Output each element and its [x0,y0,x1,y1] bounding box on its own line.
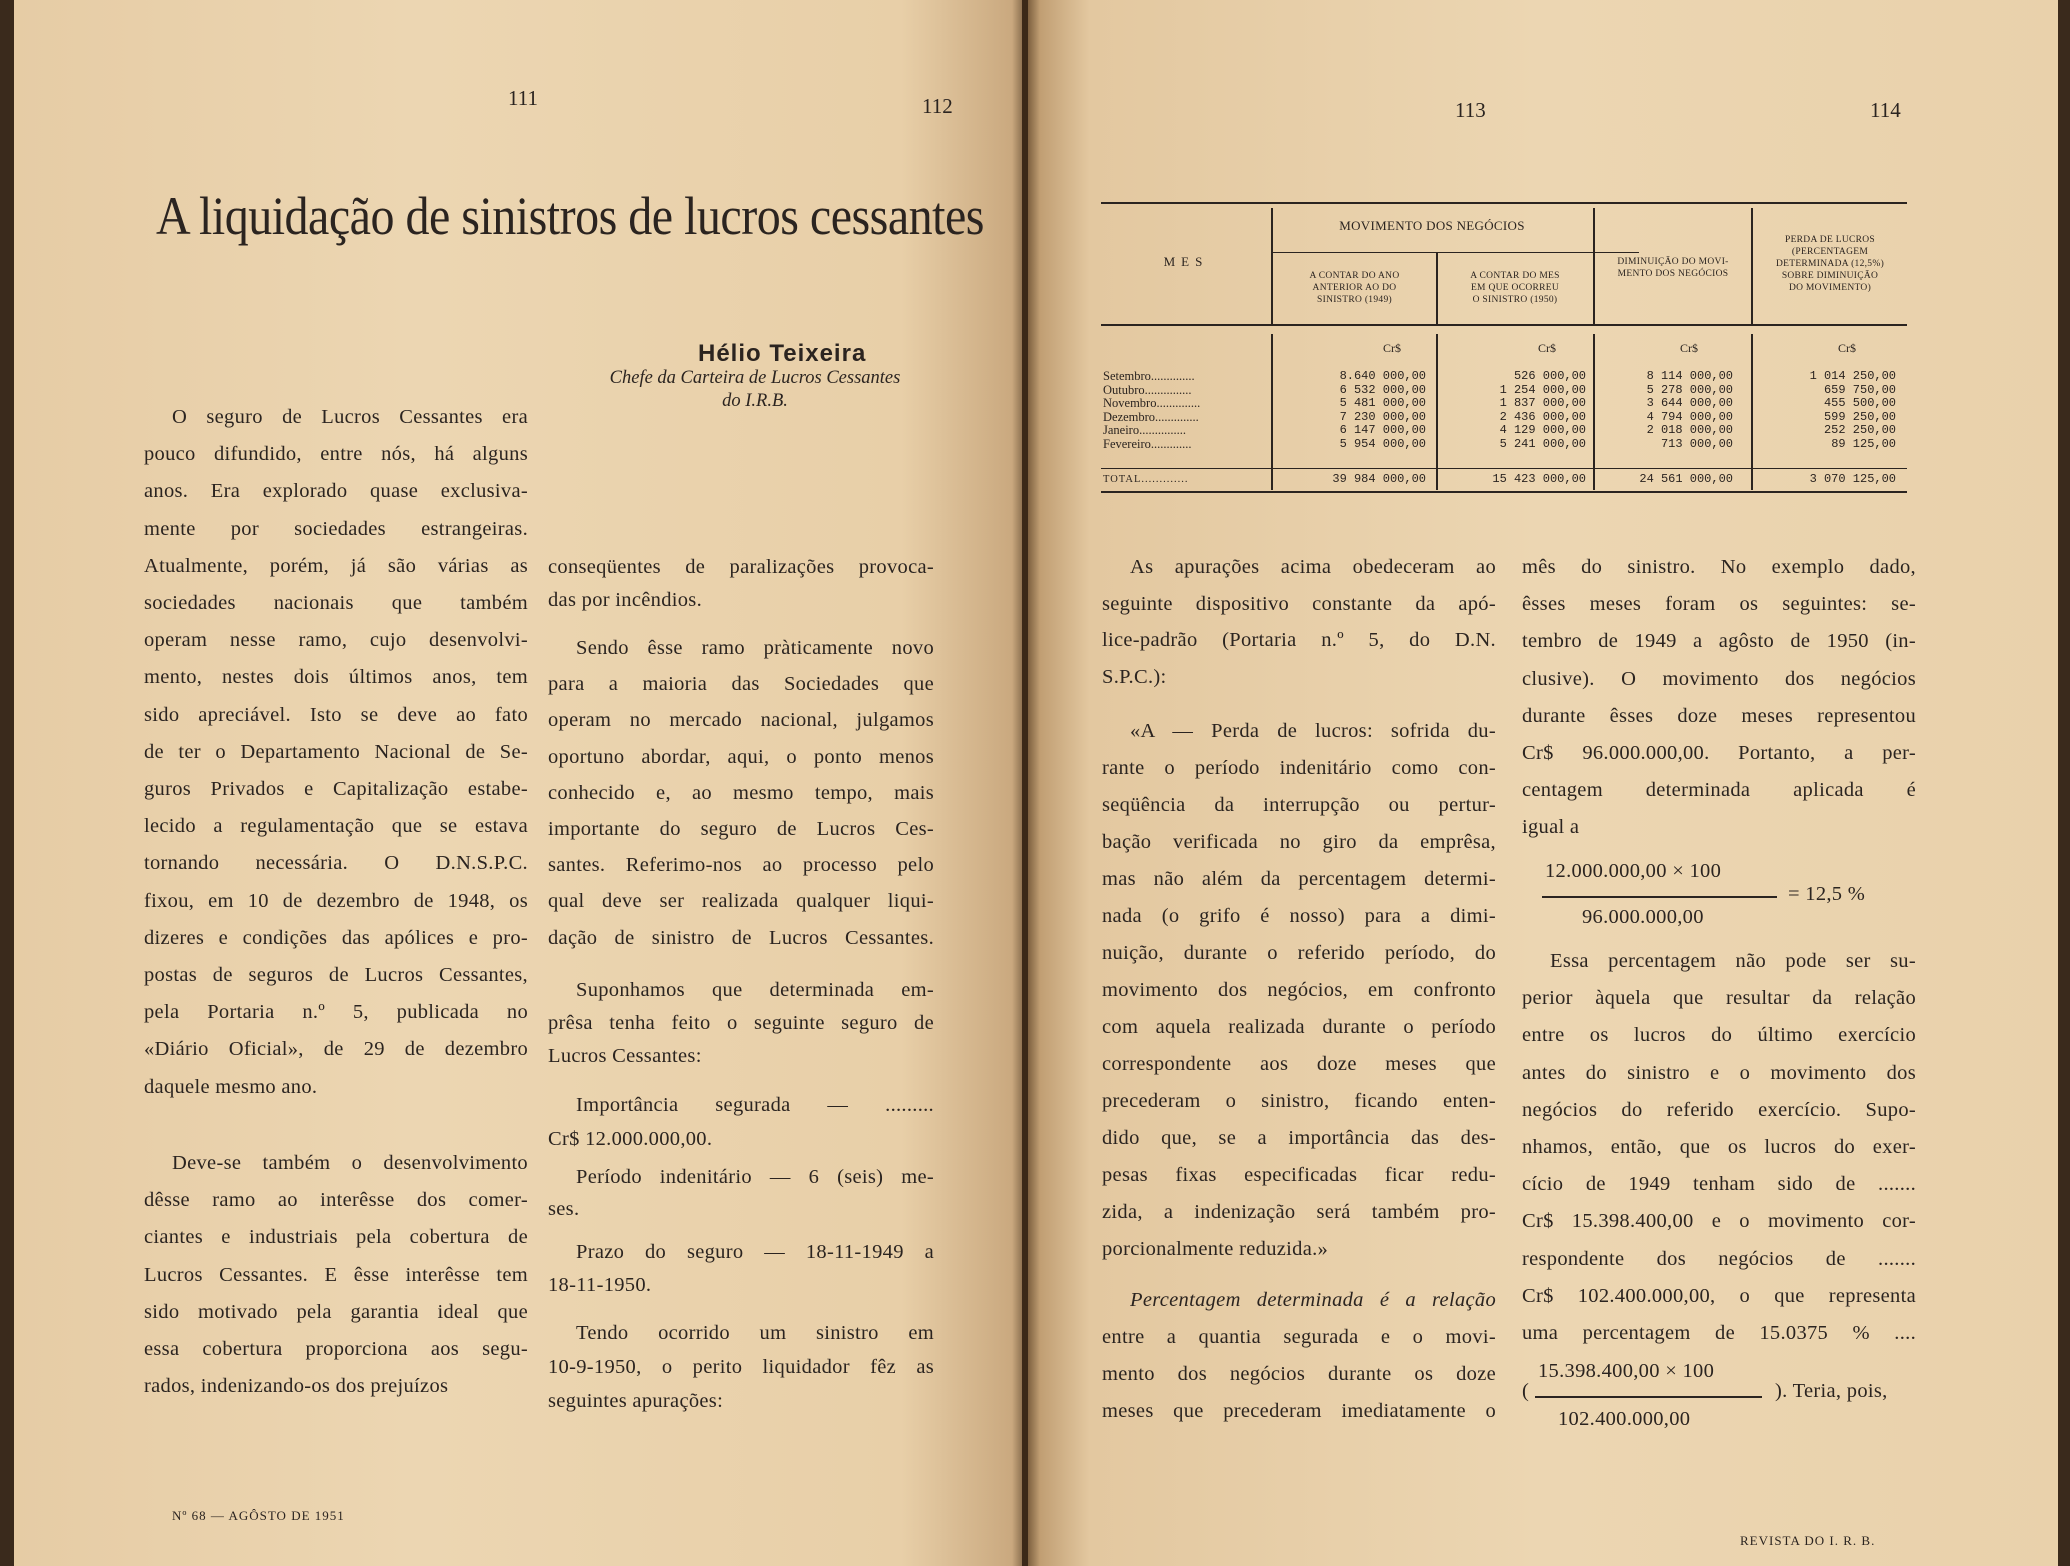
col4-line: igual a [1522,816,1580,839]
col2-line: Tendo ocorrido um sinistro em [576,1322,934,1344]
formula-2-numerator: 15.398.400,00 × 100 [1538,1360,1715,1382]
col2-line: para a maioria das Sociedades que [548,673,934,696]
col1-line: essa cobertura proporciona aos segu- [144,1338,528,1360]
col2-line: operam no mercado nacional, julgamos [548,709,934,732]
month-label: Dezembro.............. [1103,410,1199,424]
table-cell: 5 278 000,00 [1646,382,1733,397]
cur-3: Cr$ [1680,341,1698,355]
col3-line: As apurações acima obedeceram ao [1130,556,1496,578]
col1-line: dizeres e condições das apólices e pro- [144,926,528,949]
col2-line: prêsa tenha feito o seguinte seguro de [548,1012,934,1034]
book-spine [1012,0,1040,1566]
author-role [570,367,940,413]
col3-line: dido que, se a importância das des- [1102,1127,1496,1149]
col1-line: «Diário Oficial», de 29 de dezembro [144,1038,528,1061]
total-label: TOTAL............. [1103,474,1189,485]
col4-line: Cr$ 15.398.400,00 e o movimento cor- [1522,1210,1916,1233]
col2-line: conseqüentes de paralizações provoca- [548,556,934,578]
header-line: SINISTRO (1949) [1317,295,1392,305]
col2-line: 18-11-1950. [548,1274,652,1296]
table-cell: 89 125,00 [1831,437,1896,451]
table-cell: 1 254 000,00 [1499,382,1586,397]
col3-line: seqüência da interrupção ou pertur- [1102,794,1496,816]
col2-line: Período indenitário — 6 (seis) me- [576,1166,934,1188]
col3-line: precederam o sinistro, ficando enten- [1102,1090,1496,1112]
col3-line: com aquela realizada durante o período [1102,1016,1496,1038]
table-cell: 713 000,00 [1660,437,1733,451]
col4-line: ). Teria, pois, [1775,1380,1888,1402]
page-number-113: 113 [1455,98,1486,122]
col4-line: negócios do referido exercício. Supo- [1522,1098,1916,1121]
col2-line: Cr$ 12.000.000,00. [548,1128,713,1150]
col3-line: pesas fixas especificadas ficar redu- [1102,1164,1496,1186]
col2-line: importante do seguro de Lucros Ces- [548,818,934,840]
table-bottom-rule [1101,491,1907,493]
col2-line: Sendo êsse ramo pràticamente novo [576,637,934,659]
table-cell: 3 644 000,00 [1646,396,1733,411]
col3-line: nada (o grifo é nosso) para a dimi- [1102,905,1496,927]
month-label: Janeiro............... [1103,424,1186,438]
col3-line: lice-padrão (Portaria n.º 5, do D.N. [1102,629,1496,652]
col2-line: 10-9-1950, o perito liquidador fêz as [548,1356,934,1378]
th-movimento: MOVIMENTO DOS NEGÓCIOS [1339,218,1525,233]
col2-line: qual deve ser realizada qualquer liqui- [548,890,934,913]
col3-line: mento dos negócios durante os doze [1102,1363,1496,1385]
table-group-rule [1271,252,1639,253]
formula-1-result: = 12,5 % [1788,883,1866,905]
col1-line: de ter o Departamento Nacional de Se- [144,740,528,763]
table-cell: 5 241 000,00 [1499,437,1586,451]
cur-2: Cr$ [1538,341,1556,355]
header-line: ANTERIOR AO DO [1312,283,1397,293]
header-line: EM QUE OCORREU [1470,283,1560,293]
header-line: (PERCENTAGEM [1791,247,1869,257]
table-cell: 252 250,00 [1823,423,1896,438]
col3-line: bação verificada no giro da emprêsa, [1102,831,1496,853]
table-cell: 7 230 000,00 [1339,409,1426,424]
col2-line: santes. Referimo-nos ao processo pelo [548,854,934,877]
col4-line: mês do sinistro. No exemplo dado, [1522,556,1916,578]
col3-line: meses que precederam imediatamente o [1102,1400,1496,1422]
month-label: Setembro.............. [1103,370,1195,383]
header-line: DIMINUIÇÃO DO MOVI- [1617,257,1729,267]
col1-line: anos. Era explorado quase exclusiva- [144,480,528,503]
table-cell: 6 532 000,00 [1339,382,1426,397]
th-diminuicao [1595,256,1751,280]
col1-line: rados, indenizando-os dos prejuízos [144,1375,449,1398]
table-cell: 5 481 000,00 [1339,396,1426,411]
table-cell: 599 250,00 [1823,409,1896,424]
table-cell: 5 954 000,00 [1339,437,1426,451]
col1-line: guros Privados e Capitalização estabe- [144,778,528,800]
col1-line: postas de seguros de Lucros Cessantes, [144,964,528,986]
col1-line: lecido a regulamentação que se estava [144,815,528,838]
col4-line: centagem determinada aplicada é [1522,779,1916,802]
header-line: A CONTAR DO ANO [1309,271,1400,281]
col4-line: Cr$ 96.000.000,00. Portanto, a per- [1522,742,1916,764]
col2-line: ses. [548,1198,580,1220]
col1-line: Deve-se também o desenvolvimento [172,1152,528,1174]
author-role-line-2: do I.R.B. [722,391,788,411]
formula-1-denominator: 96.000.000,00 [1582,906,1704,928]
col3-line: zida, a indenização será também pro- [1102,1201,1496,1223]
formula-2-open-paren: ( [1522,1380,1530,1402]
total-perda: 3 070 125,00 [1809,472,1896,486]
col1-line: operam nesse ramo, cujo desenvolvi- [144,629,528,652]
col2-line: Suponhamos que determinada em- [576,979,934,1001]
footer-issue: Nº 68 — AGÔSTO DE 1951 [172,1508,345,1523]
col2-line: Importância segurada — ......... [576,1094,934,1116]
col3-line: porcionalmente reduzida.» [1102,1238,1329,1260]
header-line: MENTO DOS NEGÓCIOS [1617,269,1729,279]
col1-line: sido motivado pela garantia ideal que [144,1300,528,1323]
table-cell: 4 129 000,00 [1499,423,1586,438]
col2-line: conhecido e, ao mesmo tempo, mais [548,781,934,804]
page-number-111: 111 [508,86,538,110]
col1-line: tornando necessária. O D.N.S.P.C. [144,852,528,875]
col4-line: uma percentagem de 15.0375 % .... [1522,1322,1916,1344]
col4-line: nhamos, então, que os lucros do exer- [1522,1136,1916,1158]
col1-line: ciantes e industriais pela cobertura de [144,1226,528,1249]
page-number-112: 112 [922,94,953,118]
formula-2-denominator: 102.400.000,00 [1558,1408,1691,1430]
cur-1: Cr$ [1383,341,1401,355]
col3-line: mas não além da percentagem determi- [1102,868,1496,890]
total-diminuicao: 24 561 000,00 [1639,472,1733,486]
data-table [1101,198,1907,498]
table-cell: 526 000,00 [1513,369,1586,383]
col4-line: entre os lucros do último exercício [1522,1024,1916,1047]
col1-line: sociedades nacionais que também [144,592,528,614]
col3-line: nuição, durante o referido período, do [1102,942,1496,964]
col2-line: oportuno abordar, aqui, o ponto menos [548,745,934,768]
col3-line: movimento dos negócios, em confronto [1102,979,1496,1001]
col2-line: Lucros Cessantes: [548,1045,702,1067]
table-cell: 2 436 000,00 [1499,409,1586,424]
th-mes-sinistro [1437,270,1593,306]
col1-line: Lucros Cessantes. E êsse interêsse tem [144,1263,528,1286]
page-number-114: 114 [1870,98,1901,122]
th-ano-anterior [1273,270,1436,306]
col4-line: Cr$ 102.400.000,00, o que representa [1522,1284,1916,1307]
col3-line: correspondente aos doze meses que [1102,1053,1496,1075]
col4-line: cício de 1949 tenham sido de ....... [1522,1173,1916,1196]
col4-line: tembro de 1949 a agôsto de 1950 (in- [1522,630,1916,653]
col4-line: durante êsses doze meses representou [1522,704,1916,727]
col1-line: O seguro de Lucros Cessantes era [172,406,528,428]
header-line: A CONTAR DO MES [1470,271,1560,281]
formula-1-numerator: 12.000.000,00 × 100 [1545,860,1722,882]
col1-line: pela Portaria n.º 5, publicada no [144,1001,528,1024]
col4-line: Essa percentagem não pode ser su- [1550,950,1916,972]
header-line: SOBRE DIMINUIÇÃO [1781,271,1879,281]
table-cell: 6 147 000,00 [1339,423,1426,438]
col2-line: dação de sinistro de Lucros Cessantes. [548,926,934,949]
col4-line: êsses meses foram os seguintes: se- [1522,593,1916,616]
table-cell: 1 837 000,00 [1499,396,1586,411]
header-line: DETERMINADA (12,5%) [1775,259,1885,269]
col4-line: respondente dos negócios de ....... [1522,1247,1916,1270]
col4-line: antes do sinistro e o movimento dos [1522,1061,1916,1084]
table-top-rule [1101,202,1907,204]
col3-line: S.P.C.): [1102,665,1167,688]
col4-line: clusive). O movimento dos negócios [1522,667,1916,690]
col3-line: rante o período indenitário como con- [1102,757,1496,779]
th-mes: MES [1163,254,1209,269]
total-1949: 39 984 000,00 [1332,472,1426,486]
formula-2-bar [1535,1396,1762,1398]
author-role-line-1: Chefe da Carteira de Lucros Cessantes [609,368,901,388]
article-title: A liquidação de sinistros de lucros cessantes [156,187,984,247]
col3-line: seguinte dispositivo constante da apó- [1102,592,1496,615]
table-cell: 8 114 000,00 [1646,369,1733,383]
month-label: Fevereiro............. [1103,438,1192,451]
header-line: O SINISTRO (1950) [1472,295,1558,305]
th-perda [1753,234,1907,294]
col1-line: daquele mesmo ano. [144,1075,318,1098]
table-cell: 1 014 250,00 [1809,369,1896,383]
footer-journal: REVISTA DO I. R. B. [1740,1533,1876,1548]
col3-line: «A — Perda de lucros: sofrida du- [1130,720,1496,742]
total-1950: 15 423 000,00 [1492,472,1586,486]
formula-1-bar [1542,896,1777,898]
col1-line: sido apreciável. Isto se deve ao fato [144,703,528,726]
table-cell: 4 794 000,00 [1646,409,1733,424]
cur-4: Cr$ [1838,341,1856,355]
col1-line: fixou, em 10 de dezembro de 1948, os [144,889,528,912]
col2-line: Prazo do seguro — 18-11-1949 a [576,1241,934,1263]
header-line: DO MOVIMENTO) [1788,283,1872,293]
col4-line: perior àquela que resultar da relação [1522,987,1916,1010]
header-line: PERDA DE LUCROS [1784,235,1875,245]
table-cell: 455 500,00 [1823,396,1896,411]
author-name: Hélio Teixeira [698,340,867,367]
month-label: Outubro............... [1103,383,1192,397]
col3-line: entre a quantia segurada e o movi- [1102,1326,1496,1348]
col1-line: mente por sociedades estrangeiras. [144,517,528,540]
col2-line: seguintes apurações: [548,1390,724,1412]
col1-line: pouco difundido, entre nós, há alguns [144,443,528,466]
col1-line: mento, nestes dois últimos anos, tem [144,666,528,689]
table-cell: 8.640 000,00 [1339,369,1426,383]
table-header-rule [1101,324,1907,326]
col1-line: dêsse ramo ao interêsse dos comer- [144,1189,528,1212]
table-total-rule [1101,468,1907,469]
col3-line: Percentagem determinada é a relação [1130,1289,1496,1311]
month-label: Novembro.............. [1103,397,1201,411]
col1-line: Atualmente, porém, já são várias as [144,554,528,577]
table-cell: 659 750,00 [1823,382,1896,397]
col2-line: das por incêndios. [548,589,702,611]
table-cell: 2 018 000,00 [1646,423,1733,438]
